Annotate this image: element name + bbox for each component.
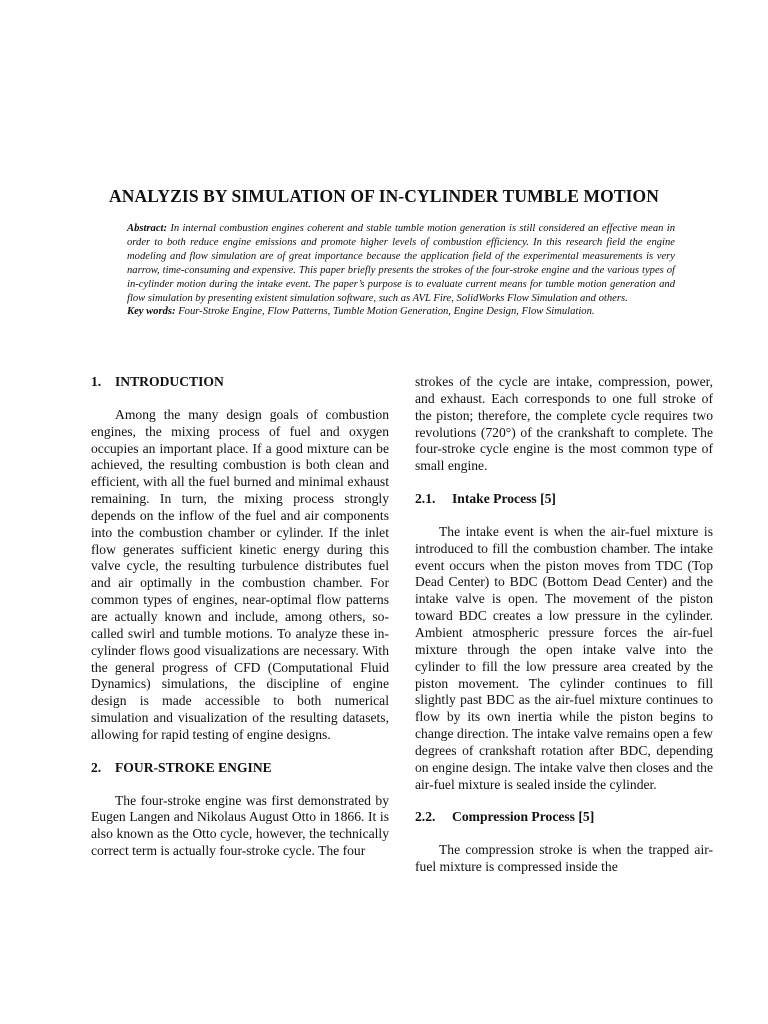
- subsection-number: 2.1.: [415, 491, 436, 507]
- subsection-title: Compression Process [5]: [452, 809, 595, 825]
- abstract-label: Abstract:: [127, 223, 168, 234]
- keywords-text: Four-Stroke Engine, Flow Patterns, Tumble Motion Generation, Engine Design, Flow Simulation.: [175, 306, 595, 318]
- paper-title: ANALYZIS BY SIMULATION OF IN-CYLINDER TUMBLE MOTION: [109, 186, 659, 206]
- section-title: FOUR-STROKE ENGINE: [115, 759, 272, 775]
- section-heading-four-stroke-engine: [91, 760, 389, 777]
- abstract-paragraph: [127, 222, 675, 305]
- subsection-heading-compression: [415, 809, 713, 826]
- section-number: 1.: [91, 374, 102, 389]
- compression-paragraph: The compression stroke is when the trapped air-fuel mixture is compressed inside the: [415, 842, 713, 875]
- abstract-text: In internal combustion engines coherent and stable tumble motion generation is still considered an effective mean in order to both reduce engine emissions and promote higher levels of combustion efficiency. In this research field the engine modeling and flow simulation are of great importance because the application field of the experimental measurements is very narrow, time-consuming and expensive. This paper briefly presents the strokes of the four-stroke engine and the various types of in-cylinder motion during the intake event. The paper’s purpose is to evaluate current means for tumble motion generation and flow simulation by presenting existent simulation software, such as AVL Fire, SolidWorks Flow Simulation and others.: [127, 223, 675, 304]
- section-number: 2.: [91, 759, 102, 775]
- keywords-paragraph: [127, 305, 675, 319]
- keywords-label: Key words:: [127, 306, 176, 318]
- intake-paragraph: The intake event is when the air-fuel mixture is introduced to fill the combustion chamber. The intake event occurs when the piston moves from TDC (Top Dead Center) to BDC (Bottom Dead Center) and the intake valve is open. The movement of the piston toward BDC creates a low pressure in the cylinder. Ambient atmospheric pressure forces the air-fuel mixture through the open intake valve into the cylinder to fill the low pressure area created by the piston movement. The cylinder continues to fill slightly past BDC as the air-fuel mixture continues to flow by its own inertia while the piston begins to change direction. The intake valve remains open a few degrees of crankshaft rotation after BDC, depending on engine design. The intake valve then closes and the air-fuel mixture is sealed inside the cylinder.: [415, 523, 713, 792]
- subsection-heading-intake: [415, 491, 713, 508]
- section-title: INTRODUCTION: [115, 374, 224, 389]
- introduction-paragraph: Among the many design goals of combustion engines, the mixing process of fuel and oxygen occupies an important place. If a good mixture can be achieved, the resulting combustion is both clean and efficient, with all the fuel burned and minimal exhaust remaining. In turn, the mixing process strongly depends on the inflow of the fuel and air components into the combustion chamber or cylinder. If the inlet flow generates sufficient kinetic energy during this valve cycle, the resulting turbulence distributes fuel and air optimally in the combustion chamber. For common types of engines, near-optimal flow patterns are actually known and include, among others, so-called swirl and tumble motions. To analyze these in-cylinder flows good visualizations are necessary. With the general progress of CFD (Computational Fluid Dynamics) simulations, the discipline of engine design is made accessible to both numerical simulation and visualization of the resulting datasets, allowing for rapid testing of engine designs.: [91, 406, 389, 742]
- four-stroke-paragraph-continued: strokes of the cycle are intake, compression, power, and exhaust. Each corresponds to one full stroke of the piston; therefore, the complete cycle requires two revolutions (720°) of the crankshaft to complete. The four-stroke cycle engine is the most common type of small engine.: [415, 374, 713, 474]
- four-stroke-paragraph: The four-stroke engine was first demonstrated by Eugen Langen and Nikolaus August Otto in 1866. It is also known as the Otto cycle, however, the technically correct term is actually four-stroke cycle. The four: [91, 792, 389, 859]
- right-column: [415, 374, 713, 876]
- abstract-block: [127, 222, 675, 319]
- subsection-title: Intake Process [5]: [452, 491, 556, 507]
- section-heading-introduction: [91, 374, 389, 391]
- subsection-number: 2.2.: [415, 809, 436, 825]
- left-column: [91, 374, 389, 860]
